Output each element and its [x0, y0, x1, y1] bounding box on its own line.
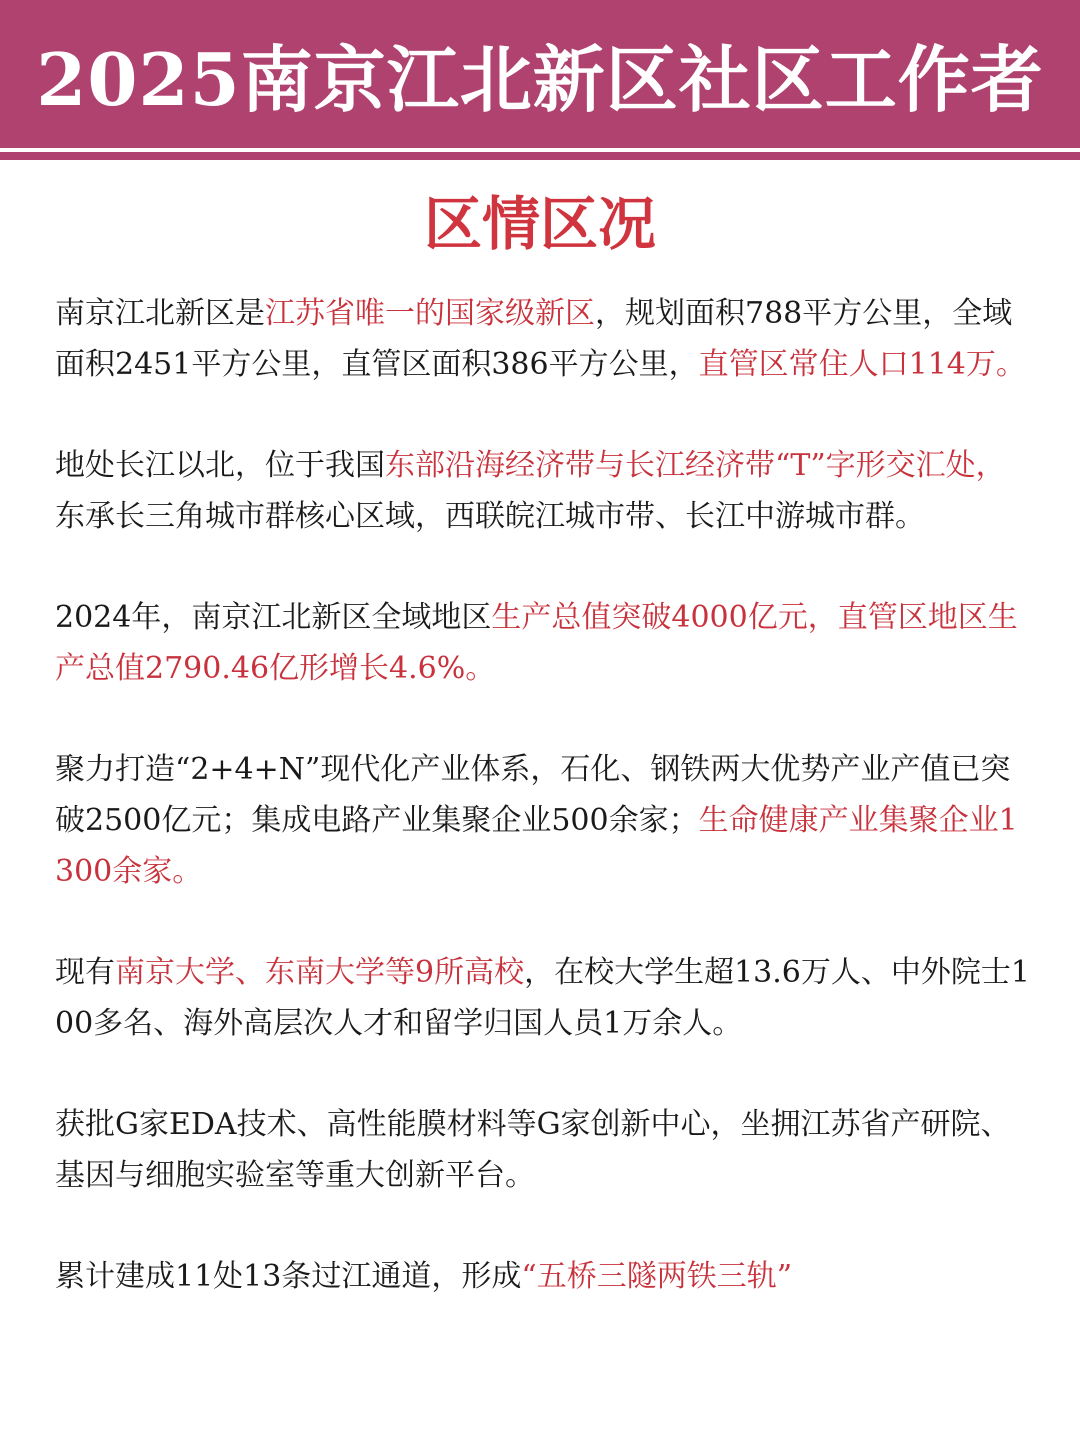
highlight-segment: “五桥三隧两铁三轨” — [521, 1259, 793, 1294]
paragraph-overview — [55, 288, 1030, 390]
text-segment: 地处长江以北，位于我国 — [55, 448, 385, 483]
highlight-segment: 东部沿海经济带与长江经济带“T”字形交汇处， — [385, 448, 1006, 483]
page-title: 2025南京江北新区社区工作者 — [36, 37, 1044, 122]
text-segment: 获批G家EDA技术、高性能膜材料等G家创新中心，坐拥江苏省产研院、基因与细胞实验室等重大创新平台。 — [55, 1107, 1011, 1193]
highlight-segment: 生产总值突破4000亿元，直管区地区生产总值2790.46亿形增长4.6%。 — [55, 600, 1018, 686]
text-segment: 现有 — [55, 955, 115, 990]
paragraph-location — [55, 440, 1030, 542]
highlight-segment: 直管区常住人口114万。 — [698, 347, 1026, 382]
text-segment: ，在校大学生超13.6万人、中外院士100多名、海外高层次人才和留学归国人员1万余人。 — [55, 955, 1030, 1041]
text-segment: 东承长三角城市群核心区域，西联皖江城市带、长江中游城市群。 — [55, 499, 925, 534]
paragraph-industry — [55, 744, 1030, 897]
header-banner — [0, 0, 1080, 148]
text-segment: 累计建成11处13条过江通道，形成 — [55, 1259, 522, 1294]
article-body — [55, 288, 1030, 1352]
highlight-segment: 生命健康产业集聚企业1300余家。 — [55, 803, 1018, 889]
header-divider — [0, 152, 1080, 160]
text-segment: 南京江北新区是 — [55, 296, 265, 331]
paragraph-innovation — [55, 1099, 1030, 1201]
section-title: 区情区况 — [423, 190, 656, 258]
text-segment: ，规划面积788平方公里，全域面积2451平方公里，直管区面积386平方公里， — [55, 296, 1013, 382]
highlight-segment: 江苏省唯一的国家级新区 — [265, 296, 595, 331]
paragraph-transport — [55, 1251, 1030, 1302]
paragraph-economy — [55, 592, 1030, 694]
highlight-segment: 南京大学、东南大学等9所高校 — [115, 955, 525, 990]
text-segment: 2024年，南京江北新区全域地区 — [55, 600, 492, 635]
paragraph-education — [55, 947, 1030, 1049]
text-segment: 聚力打造“2+4+N”现代化产业体系，石化、钢铁两大优势产业产值已突破2500亿元；集成电路产业集聚企业500余家； — [55, 752, 1011, 838]
